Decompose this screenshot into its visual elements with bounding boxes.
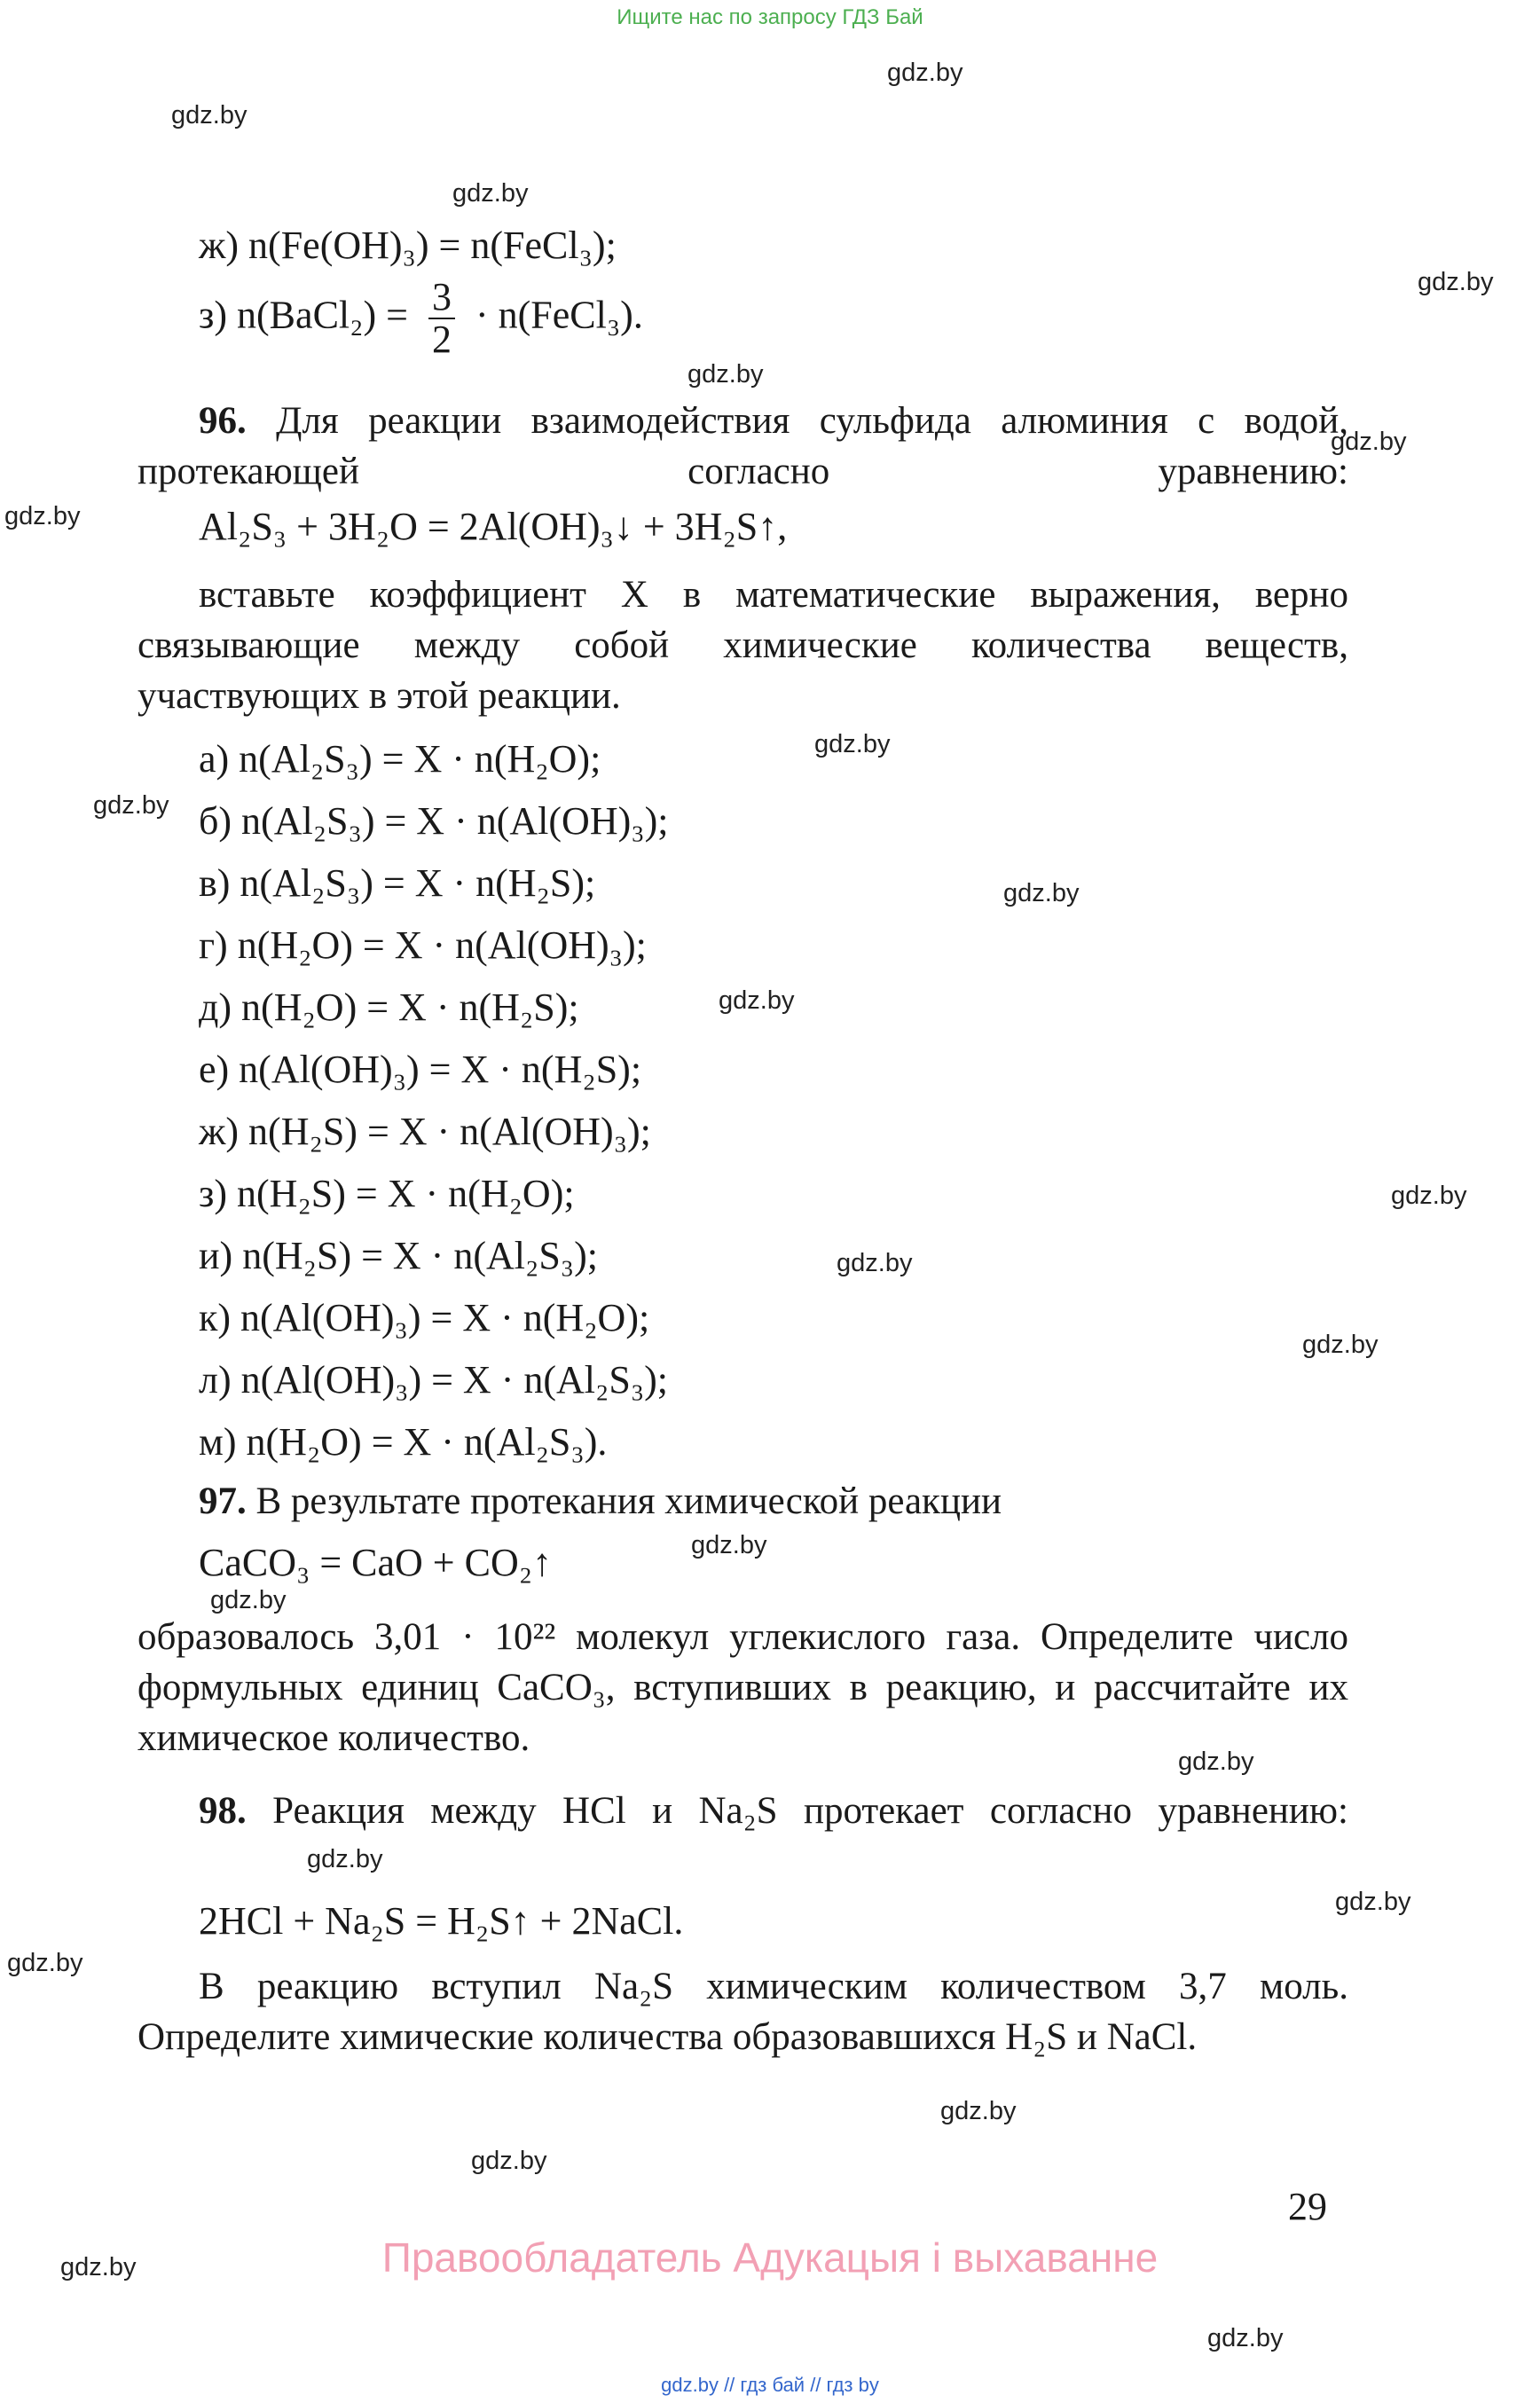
watermark: gdz.by <box>60 2253 137 2281</box>
task-96-item: з) n(H₂S) = X · n(H₂O); <box>199 1172 575 1215</box>
formula-z-right: · n(FeCl₃). <box>475 293 643 337</box>
task-number: 97. <box>199 1480 247 1522</box>
footer-links[interactable]: gdz.by // гдз бай // гдз by <box>661 2374 879 2396</box>
watermark: gdz.by <box>1178 1747 1254 1776</box>
watermark: gdz.by <box>1207 2324 1284 2352</box>
watermark: gdz.by <box>887 59 963 87</box>
search-hint[interactable]: Ищите нас по запросу ГДЗ Бай <box>617 5 923 29</box>
watermark: gdz.by <box>691 1531 767 1559</box>
task-96-item: в) n(Al₂S₃) = X · n(H₂S); <box>199 861 596 905</box>
task-96-item: а) n(Al₂S₃) = X · n(H₂O); <box>199 737 601 781</box>
formula-z-left: з) n(BaCl₂) = <box>199 293 408 337</box>
watermark: gdz.by <box>688 360 764 389</box>
task-96-intro <box>138 396 1348 497</box>
task-96-item: к) n(Al(OH)₃) = X · n(H₂O); <box>199 1296 650 1339</box>
watermark: gdz.by <box>1003 879 1080 907</box>
watermark: gdz.by <box>814 730 891 758</box>
task-96-item: д) n(H₂O) = X · n(H₂S); <box>199 986 579 1029</box>
watermark: gdz.by <box>1335 1888 1411 1916</box>
watermark: gdz.by <box>471 2147 547 2175</box>
task-98-text: В реакцию вступил Na₂S химическим количеством 3,7 моль. Определите химические количества образовавшихся H₂S и NaCl. <box>138 1966 1348 2058</box>
task-98-intro-text: Реакция между HCl и Na₂S протекает согласно уравнению: <box>272 1790 1349 1832</box>
page-number: 29 <box>1288 2185 1327 2228</box>
task-96-item: б) n(Al₂S₃) = X · n(Al(OH)₃); <box>199 799 669 843</box>
task-96-item: л) n(Al(OH)₃) = X · n(Al₂S₃); <box>199 1358 669 1402</box>
task-96-item: м) n(H₂O) = X · n(Al₂S₃). <box>199 1420 608 1464</box>
task-number: 96. <box>199 400 247 442</box>
task-96-item: ж) n(H₂S) = X · n(Al(OH)₃); <box>199 1110 651 1153</box>
watermark: gdz.by <box>1302 1331 1379 1359</box>
task-97-intro <box>138 1476 1348 1527</box>
formula-zh: ж) n(Fe(OH)₃) = n(FeCl₃); <box>199 224 617 267</box>
task-96-item: г) n(H₂O) = X · n(Al(OH)₃); <box>199 923 647 967</box>
copyright-notice: Правообладатель Адукацыя і выхаванне <box>381 2234 1159 2281</box>
task-98-intro <box>138 1786 1348 1836</box>
watermark: gdz.by <box>1391 1182 1467 1210</box>
watermark: gdz.by <box>171 101 248 130</box>
watermark: gdz.by <box>1331 428 1407 456</box>
watermark: gdz.by <box>452 179 529 208</box>
task-96-item: е) n(Al(OH)₃) = X · n(H₂S); <box>199 1048 642 1091</box>
fraction-numerator: 3 <box>428 277 455 319</box>
formula-z <box>199 277 643 360</box>
task-96-intro-text: Для реакции взаимодействия сульфида алюминия с водой, протекающей согласно уравнению: <box>138 400 1348 492</box>
watermark: gdz.by <box>93 791 169 820</box>
watermark: gdz.by <box>1418 268 1494 296</box>
task-96-equation: Al₂S₃ + 3H₂O = 2Al(OH)₃↓ + 3H₂S↑, <box>199 505 788 548</box>
task-97-equation: CaCO₃ = CaO + CO₂↑ <box>199 1541 553 1584</box>
task-96-item: и) n(H₂S) = X · n(Al₂S₃); <box>199 1234 599 1277</box>
task-97-intro-text: В результате протекания химической реакции <box>255 1480 1002 1522</box>
task-97-text: образовалось 3,01 · 10²² молекул углекислого газа. Определите число формульных единиц CaCO₃, вступивших в реакцию, и рассчитайте их химическое количество. <box>138 1616 1348 1759</box>
watermark: gdz.by <box>940 2097 1017 2125</box>
task-98-equation: 2HCl + Na₂S = H₂S↑ + 2NaCl. <box>199 1899 684 1943</box>
watermark: gdz.by <box>837 1249 913 1277</box>
watermark: gdz.by <box>7 1949 83 1977</box>
task-number: 98. <box>199 1790 247 1832</box>
watermark: gdz.by <box>4 502 81 530</box>
watermark: gdz.by <box>307 1845 383 1873</box>
watermark: gdz.by <box>719 986 795 1015</box>
fraction-denominator: 2 <box>431 318 452 362</box>
fraction <box>428 277 455 360</box>
watermark: gdz.by <box>210 1586 287 1614</box>
task-96-text: вставьте коэффициент X в математические выражения, верно связывающие между собой химические количества веществ, участвующих в этой реакции. <box>138 574 1348 717</box>
